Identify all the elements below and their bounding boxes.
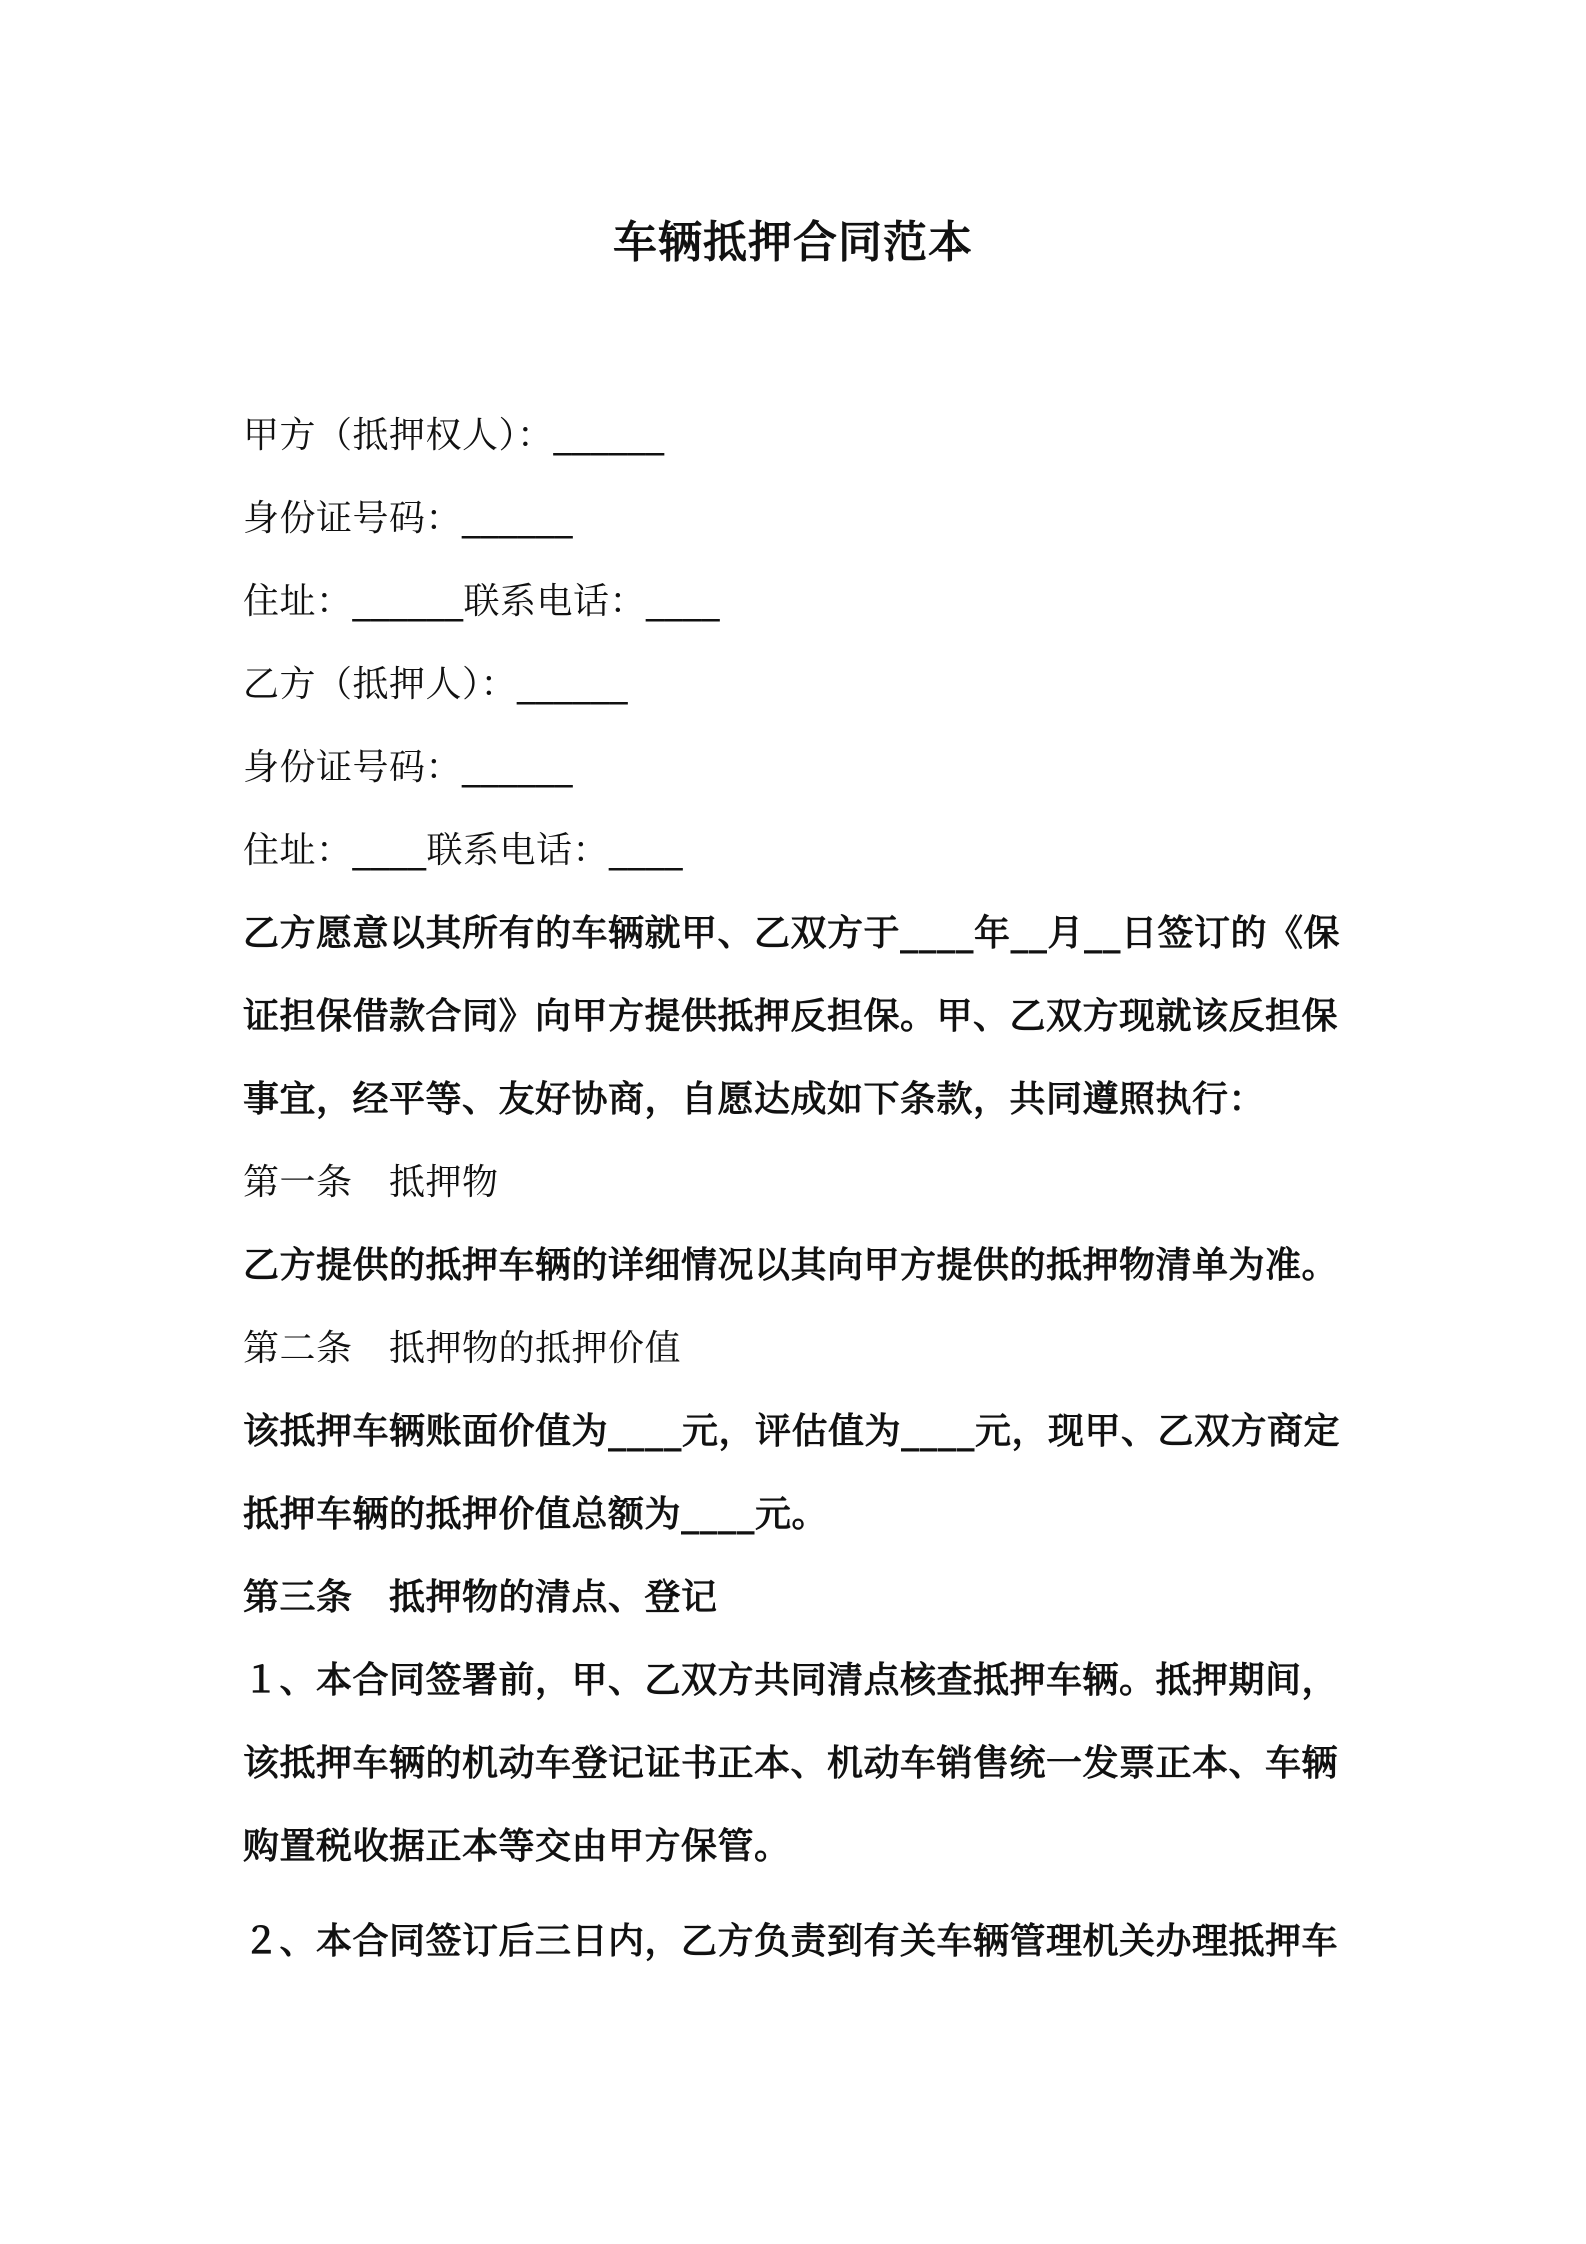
intro-paragraph-line: 证担保借款合同》向甲方提供抵押反担保。甲、乙双方现就该反担保 xyxy=(243,996,1339,1037)
article-2-heading: 第二条 抵押物的抵押价值 xyxy=(243,1328,682,1369)
article-3-item-2-line: ２、本合同签订后三日内，乙方负责到有关车辆管理机关办理抵押车 xyxy=(243,1921,1339,1962)
party-a-address-line: 住址：______联系电话：____ xyxy=(243,581,721,622)
article-3-item-1-line: 该抵押车辆的机动车登记证书正本、机动车销售统一发票正本、车辆 xyxy=(243,1743,1339,1784)
party-a-name-line: 甲方（抵押权人）：______ xyxy=(243,415,665,456)
article-3-heading: 第三条 抵押物的清点、登记 xyxy=(243,1577,718,1618)
party-b-id-line: 身份证号码：______ xyxy=(243,747,574,788)
document-title: 车辆抵押合同范本 xyxy=(613,217,973,268)
article-2-body-line: 抵押车辆的抵押价值总额为____元。 xyxy=(243,1494,829,1535)
party-b-address-line: 住址：____联系电话：____ xyxy=(243,830,684,871)
intro-paragraph-line: 事宜，经平等、友好协商，自愿达成如下条款，共同遵照执行： xyxy=(243,1079,1266,1120)
article-1-heading: 第一条 抵押物 xyxy=(243,1162,499,1203)
article-1-body: 乙方提供的抵押车辆的详细情况以其向甲方提供的抵押物清单为准。 xyxy=(243,1245,1339,1286)
article-2-body-line: 该抵押车辆账面价值为____元，评估值为____元，现甲、乙双方商定 xyxy=(243,1411,1341,1452)
intro-paragraph-line: 乙方愿意以其所有的车辆就甲、乙双方于____年__月__日签订的《保 xyxy=(243,913,1341,954)
party-b-name-line: 乙方（抵押人）：______ xyxy=(243,664,629,705)
article-3-item-1-line: 购置税收据正本等交由甲方保管。 xyxy=(243,1826,791,1867)
party-a-id-line: 身份证号码：______ xyxy=(243,498,574,539)
article-3-item-1-line: １、本合同签署前，甲、乙双方共同清点核查抵押车辆。抵押期间， xyxy=(243,1660,1339,1701)
